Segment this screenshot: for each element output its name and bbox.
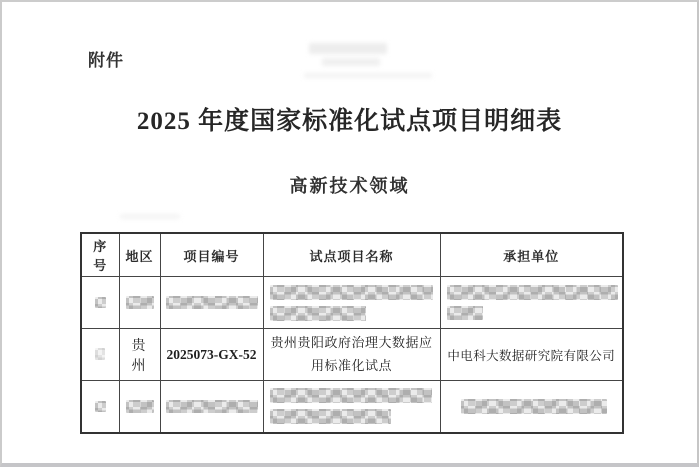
redaction-mosaic: [95, 297, 106, 308]
undertaker-cell: [440, 277, 623, 329]
region-cell: 贵州: [119, 329, 160, 381]
redaction-mosaic: [95, 348, 105, 360]
undertaker-cell: 中电科大数据研究院有限公司: [440, 329, 623, 381]
redaction-mosaic: [447, 285, 618, 300]
redaction-mosaic: [126, 296, 154, 309]
bleed-through-mark: [120, 214, 180, 219]
seq-cell: [81, 381, 119, 433]
project-code-cell: [160, 277, 263, 329]
redaction-mosaic: [95, 401, 106, 412]
redaction-mosaic: [447, 306, 483, 320]
redaction-mosaic: [270, 285, 433, 300]
redaction-mosaic: [270, 306, 366, 321]
page-title: 2025 年度国家标准化试点项目明细表: [136, 108, 563, 135]
col-header-project-name: 试点项目名称: [263, 233, 440, 277]
project-name-cell: 贵州贵阳政府治理大数据应用标准化试点: [263, 329, 440, 381]
redaction-mosaic: [270, 409, 391, 424]
seq-cell: [81, 277, 119, 329]
project-name-cell: [263, 381, 440, 433]
project-name-cell: [263, 277, 440, 329]
redaction-mosaic: [166, 400, 258, 413]
redaction-mosaic: [126, 400, 154, 413]
redaction-mosaic: [270, 388, 432, 403]
table-row-redacted: [81, 381, 623, 433]
col-header-region: 地区: [119, 233, 160, 277]
table-row-guizhou: [81, 329, 623, 381]
bleed-through-mark: [304, 73, 432, 78]
col-header-project-code: 项目编号: [160, 233, 263, 277]
page-subtitle: 高新技术领域: [289, 176, 410, 196]
projects-table: [80, 232, 624, 434]
table-row-redacted: [81, 277, 623, 329]
col-header-undertaker: 承担单位: [440, 233, 623, 277]
bleed-through-mark: [322, 58, 380, 66]
region-cell: [119, 277, 160, 329]
redaction-mosaic: [461, 399, 607, 414]
project-code-cell: [160, 381, 263, 433]
table-header-row: [81, 233, 623, 277]
project-code-cell: 2025073-GX-52: [160, 329, 263, 381]
attachment-label: 附件: [88, 51, 124, 70]
col-header-seq: 序号: [81, 233, 119, 277]
undertaker-cell: [440, 381, 623, 433]
seq-cell: [81, 329, 119, 381]
redaction-mosaic: [166, 296, 258, 309]
region-cell: [119, 381, 160, 433]
bleed-through-mark: [309, 43, 387, 54]
